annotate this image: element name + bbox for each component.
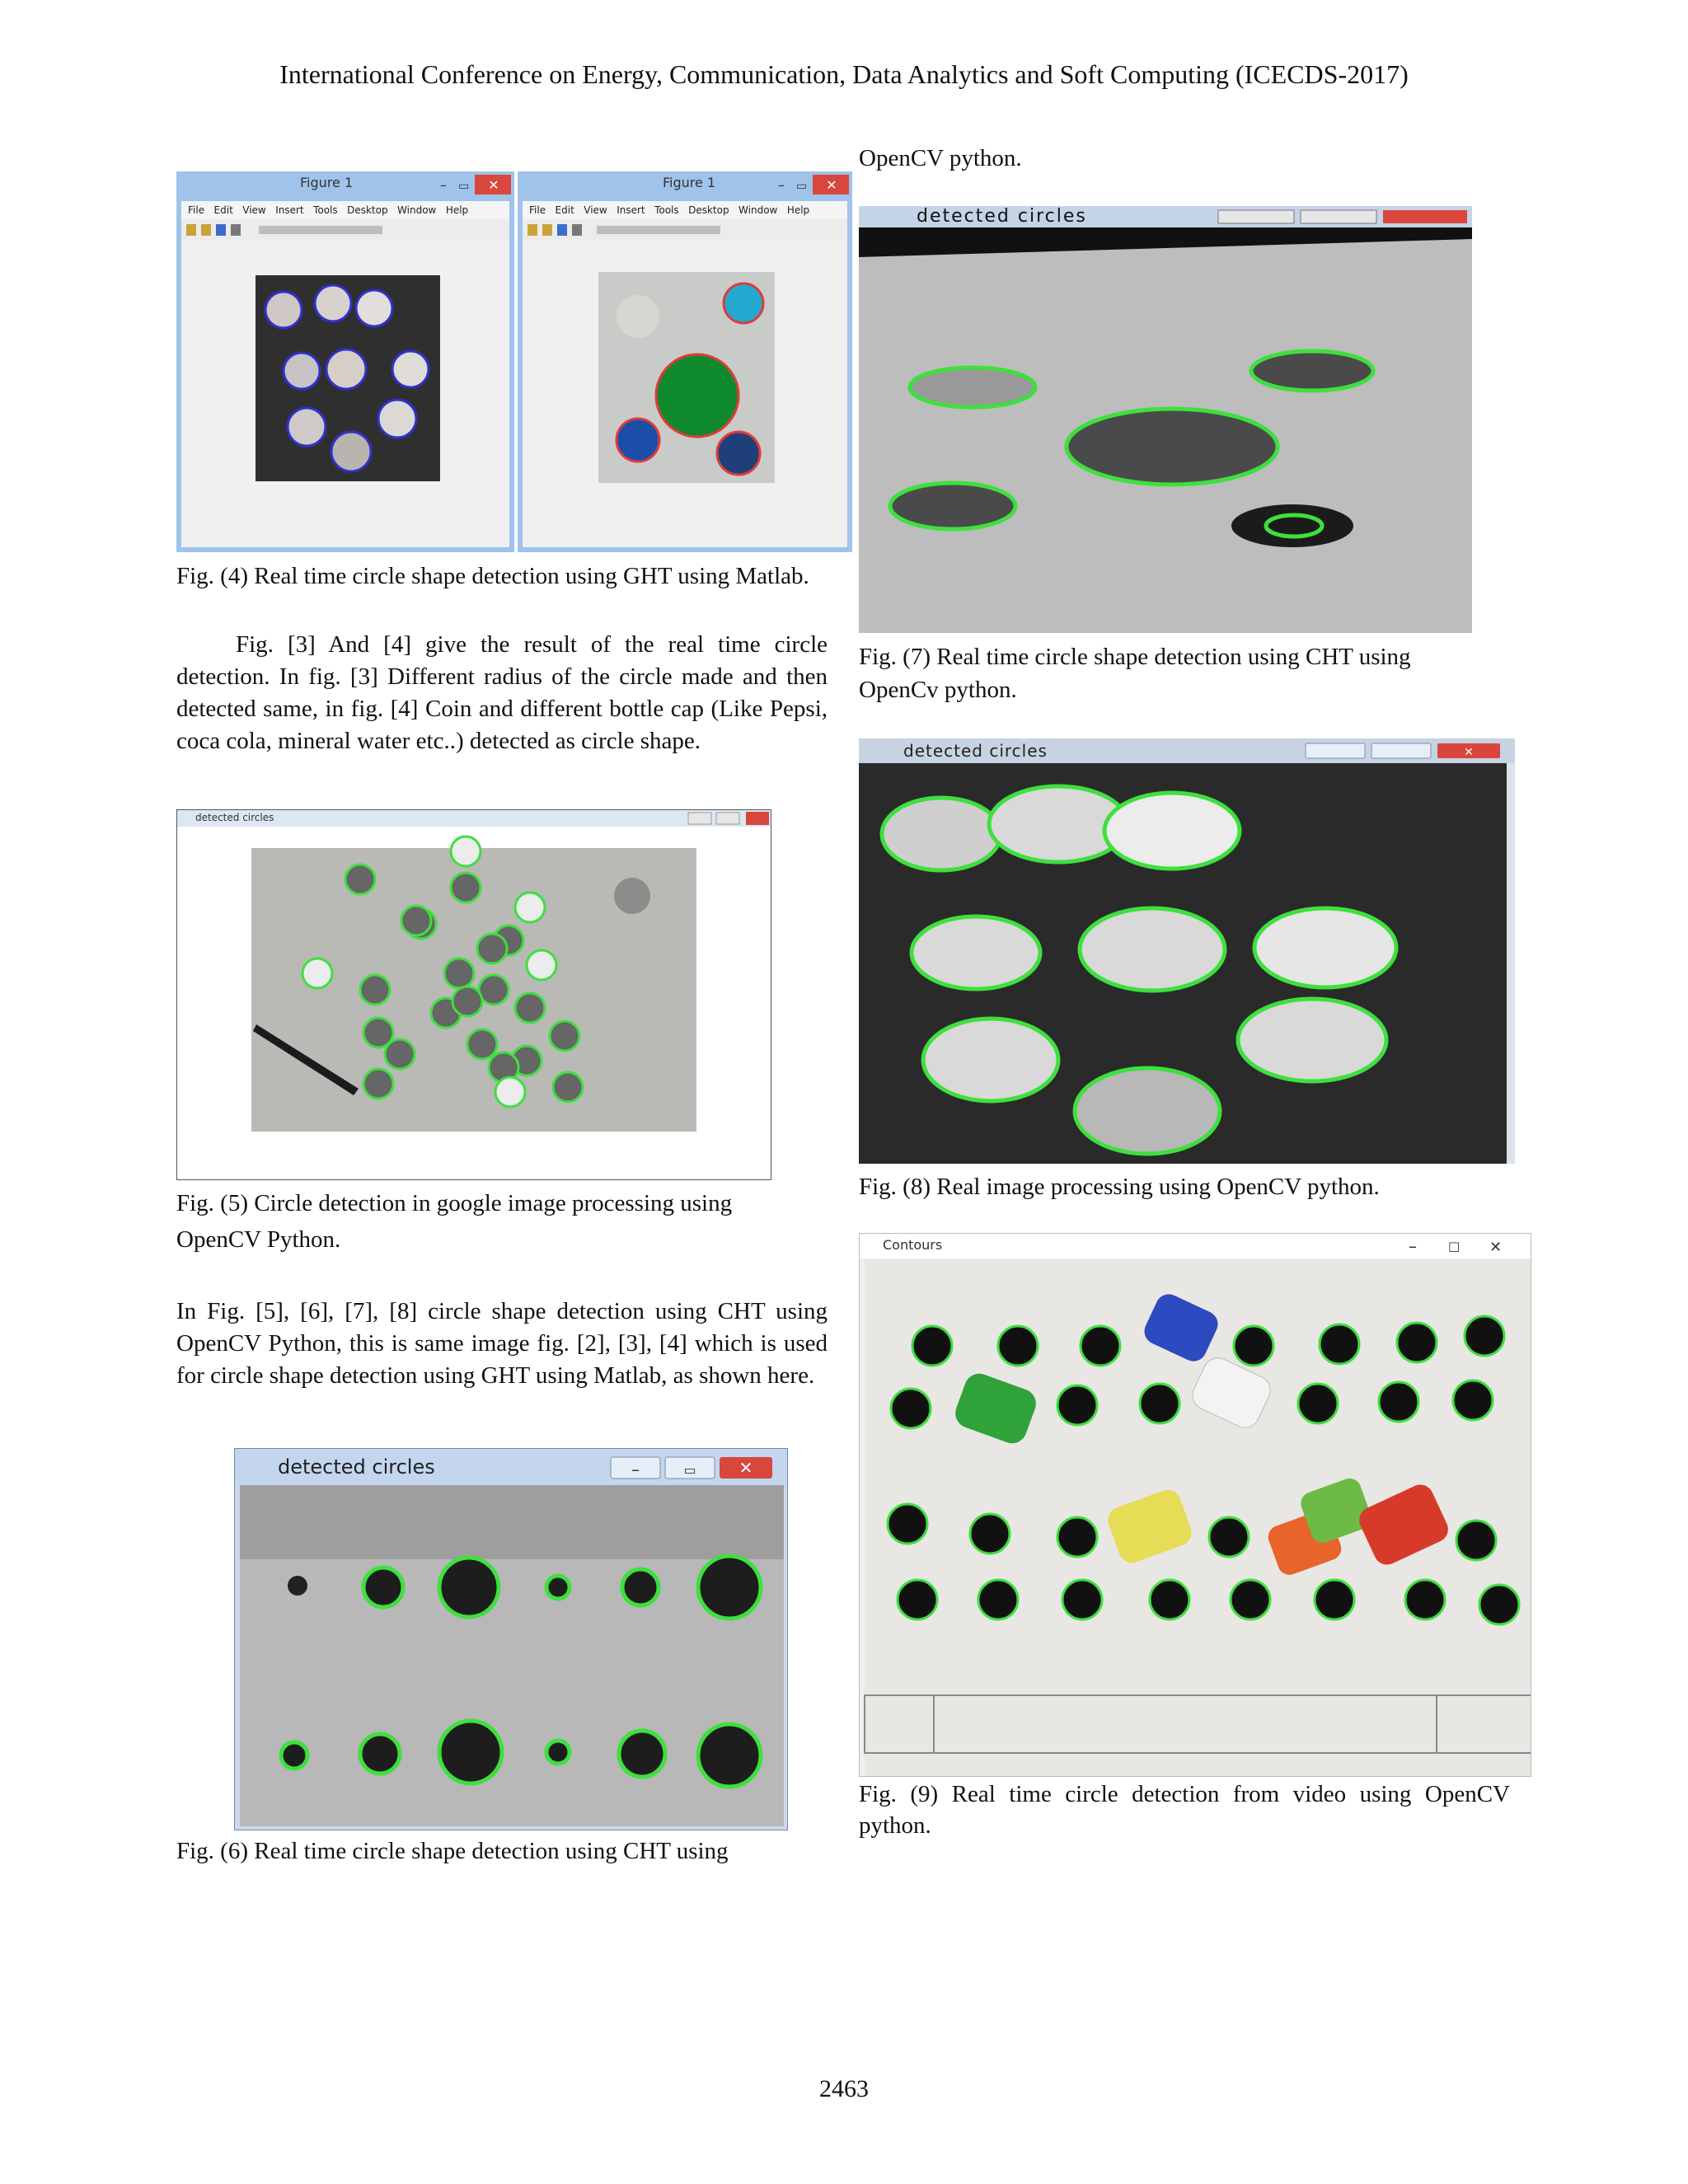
right-continuation-text: OpenCV python. — [859, 145, 1022, 171]
left-paragraph-1: Fig. [3] And [4] give the result of the real time circle detection. In fig. [3] Different radius of the circle made and then detected same, in fig. [4] Coin and different bottle cap (Like Pepsi, coca cola, mineral water etc..) detected as circle shape. — [176, 631, 828, 754]
fig7-image — [859, 206, 1472, 633]
menu-edit[interactable]: Edit — [555, 204, 574, 216]
menu-tools[interactable]: Tools — [313, 204, 338, 216]
fig9-window-title: Contours — [883, 1237, 943, 1253]
svg-text:–: – — [1409, 1236, 1417, 1256]
menu-edit[interactable]: Edit — [213, 204, 233, 216]
fig6-detections — [235, 1449, 788, 1830]
menu-tools[interactable]: Tools — [654, 204, 679, 216]
menu-desktop[interactable]: Desktop — [688, 204, 729, 216]
svg-text:✕: ✕ — [826, 177, 837, 193]
svg-text:✕: ✕ — [1464, 746, 1474, 759]
fig7-caption: Fig. (7) Real time circle shape detection using CHT using OpenCv python. — [859, 644, 1411, 703]
fig5-image — [176, 809, 771, 1180]
fig8-detections — [859, 738, 1515, 1164]
fig4-caption: Fig. (4) Real time circle shape detection using GHT using Matlab. — [176, 563, 809, 589]
menu-file[interactable]: File — [529, 204, 546, 216]
menu-insert[interactable]: Insert — [617, 204, 645, 216]
svg-text:–: – — [778, 177, 785, 193]
page-number: 2463 — [819, 2075, 869, 2102]
page-header: International Conference on Energy, Communication, Data Analytics and Soft Computing (ICECDS-2017) — [279, 59, 1409, 89]
menu-insert[interactable]: Insert — [275, 204, 304, 216]
fig8-image — [859, 738, 1515, 1164]
fig4-detections — [176, 171, 852, 552]
fig9-image — [859, 1233, 1531, 1777]
menu-view[interactable]: View — [242, 204, 266, 216]
fig9-caption: Fig. (9) Real time circle detection from video using OpenCV python. — [859, 1781, 1510, 1839]
fig6-image — [234, 1448, 788, 1830]
left-paragraph-2: In Fig. [5], [6], [7], [8] circle shape detection using CHT using OpenCV Python, this is same image fig. [2], [3], [4] which is used for circle shape detection using GHT using Matlab, as shown here. — [176, 1298, 828, 1389]
fig8-window-title: detected circles — [903, 741, 1048, 761]
menu-help[interactable]: Help — [445, 204, 469, 216]
menu-help[interactable]: Help — [786, 204, 810, 216]
svg-text:▭: ▭ — [683, 1462, 696, 1478]
svg-text:▭: ▭ — [796, 180, 808, 193]
fig8-caption: Fig. (8) Real image processing using OpenCV python. — [859, 1174, 1380, 1200]
svg-text:–: – — [440, 177, 447, 193]
svg-text:☐: ☐ — [1448, 1240, 1461, 1255]
fig5-window-title: detected circles — [195, 812, 274, 823]
svg-text:✕: ✕ — [738, 1458, 753, 1478]
svg-text:✕: ✕ — [488, 177, 499, 193]
fig5-caption: Fig. (5) Circle detection in google image processing using OpenCV Python. — [176, 1190, 733, 1253]
fig6-window-title: detected circles — [278, 1455, 435, 1479]
fig4-window1-title: Figure 1 — [300, 175, 354, 190]
menu-window[interactable]: Window — [397, 204, 437, 216]
fig7-detections — [859, 206, 1472, 633]
svg-text:▭: ▭ — [458, 180, 470, 193]
menu-window[interactable]: Window — [738, 204, 778, 216]
svg-text:–: – — [631, 1460, 640, 1479]
fig4-image — [176, 171, 852, 552]
fig6-caption: Fig. (6) Real time circle shape detection using CHT using — [176, 1838, 729, 1864]
menu-view[interactable]: View — [584, 204, 607, 216]
close-icon[interactable]: ✕ — [1489, 1239, 1503, 1256]
fig5-detections — [177, 810, 771, 1180]
fig4-window2-title: Figure 1 — [663, 175, 716, 190]
menu-file[interactable]: File — [188, 204, 205, 216]
menu-desktop[interactable]: Desktop — [347, 204, 388, 216]
fig7-window-title: detected circles — [917, 206, 1087, 227]
fig9-detections — [860, 1234, 1531, 1777]
